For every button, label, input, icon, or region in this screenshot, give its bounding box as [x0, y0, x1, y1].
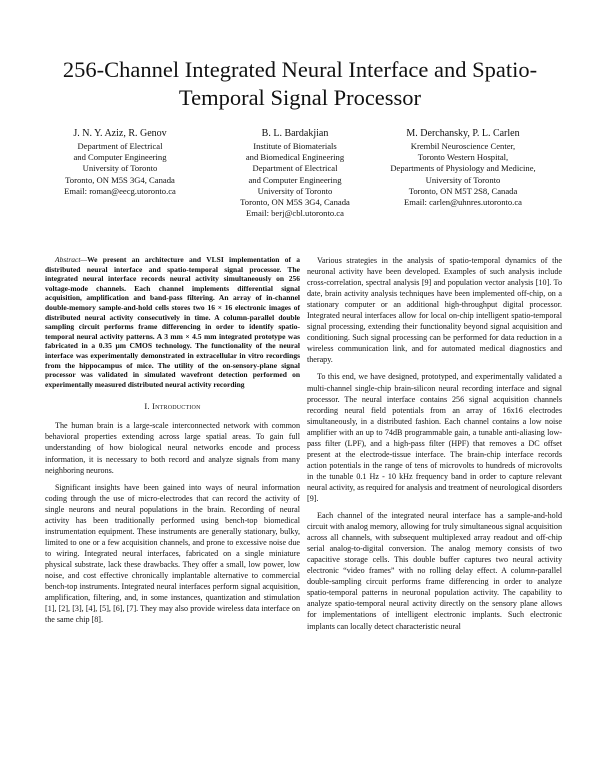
affiliation-line: University of Toronto: [257, 185, 333, 196]
paper-title: 256-Channel Integrated Neural Interface and Spatio-Temporal Signal Processor: [62, 57, 538, 110]
body-paragraph: Each channel of the integrated neural interface has a sample-and-hold circuit with analog memory, allowing for truly simultaneous signal acquisition across all channels, with subsequent multiplexed array readout and off-chip serial analog-to-digital conversion. The analog memory consists of two capacitive storage cells. This double buffer captures two neural activity electronic “video frames” with no rolling delay effect. A column-parallel double-sampling circuit performs frame differencing in order to analyze spatio-temporal patterns in neuronal population activity. The capability to analyze spatio-temporal neural activity directly on the sensory plane allows for implementations of intelligent electronic implants. Such electronic implants can locally detect characteristic neural: [307, 511, 562, 631]
abstract-label: Abstract: [55, 255, 81, 264]
abstract: Abstract—We present an architecture and VLSI implementation of a distributed neural interface and spatio-temporal signal processor. The integrated neural interface records neural activity simultaneously on 256 voltage-mode channels. Each channel implements differential signal acquisition, amplification and band-pass filtering. An array of in-channel double-memory sample-and-hold cells stores two 16 × 16 electronic images of distributed neural activity consecutively in time. A column-parallel double sampling circuit performs frame differencing in order to identify spatio-temporal neural activity patterns. A 3 mm × 4.5 mm integrated prototype was fabricated in a 0.35 μm CMOS technology. The functionality of the neural interface was experimentally demonstrated in extracellular in vitro recordings from the hippocampus of mice. The utility of the on-sensory-plane signal processor was validated in simulated wavefront detection performed on experimentally measured distributed neural activity recording: [45, 255, 300, 389]
author-names: M. Derchansky, P. L. Carlen: [406, 128, 520, 139]
body-paragraph: Significant insights have been gained into ways of neural information coding through the use of micro-electrodes that can record the activity of single neurons and neural populations in the brain. Recording of neural activity has been traditionally performed using bench-top biomedical instrumentation equipment. These instruments are generally stationary, bulky, limited to one or a few acquisition channels, and prone to excessive noise due to wiring. Integrated neural interfaces, fabricated on a single miniature physical substrate, lack these drawbacks. They offer a small, low power, low noise, and cost effective chronically implantable alternative to commercial bench-top instruments. Integrated neural interfaces perform signal acquisition, amplification, filtering, and, in some instances, quantization and stimulation [1], [2], [3], [4], [5], [6], [7]. They may also provide wireless data interface on the same chip [8].: [45, 482, 300, 625]
author-email: Email: carlen@uhnres.utoronto.ca: [404, 197, 522, 208]
body-paragraph: To this end, we have designed, prototyped, and experimentally validated a multi-channel single-chip brain-silicon neural recording interface and signal processor. The neural interface contains 256 signal acquisition channels recording neural field potentials from an array of 16x16 electrodes simultaneously, in a distributed fashion. Each channel contains a low noise amplifier with an up to 74dB programmable gain, a tunable anti-aliasing low-pass filter (LPF), and a high-pass filter (HPF) that removes a DC offset present at the electrode-tissue interface. The brain-chip interface records action potentials in the range of tens of microvolts to hundreds of microvolts in the tunable 0.1 Hz - 10 kHz frequency band in order to capture relevant neural activity, as required for analysis and treatment of neurological disorders [9].: [307, 372, 562, 503]
author-email: Email: roman@eecg.utoronto.ca: [64, 185, 176, 196]
affiliation-line: and Computer Engineering: [248, 174, 342, 185]
affiliation-line: Institute of Biomaterials: [253, 141, 337, 151]
abstract-text: We present an architecture and VLSI implementation of a distributed neural interface and spatio-temporal signal processor. The integrated neural interface records neural activity simultaneously on 256 voltage-mode channels. Each channel implements differential signal acquisition, amplification and band-pass filtering. An array of in-channel double-memory sample-and-hold cells stores two 16 × 16 electronic images of distributed neural activity consecutively in time. A column-parallel double sampling circuit performs frame differencing in order to identify spatio-temporal neural activity patterns. A 3 mm × 4.5 mm integrated prototype was fabricated in a 0.35 μm CMOS technology. The functionality of the neural interface was experimentally demonstrated in extracellular in vitro recordings from the hippocampus of mice. The utility of the on-sensory-plane signal processor was validated in simulated wavefront detection performed on experimentally measured distributed neural activity recording: [45, 255, 300, 389]
affiliation-line: Toronto Western Hospital,: [417, 152, 509, 163]
affiliation-line: and Computer Engineering: [73, 152, 167, 163]
right-column: [307, 255, 562, 632]
affiliation-line: Departments of Physiology and Medicine,: [390, 163, 536, 174]
author-group-1: [30, 127, 210, 197]
body-paragraph: Various strategies in the analysis of spatio-temporal dynamics of the neuronal activity have been developed. Examples of such analysis include cross-correlation, spectral analysis [9] and population vector analysis [10]. To date, brain activity analysis techniques have been implemented off-chip, on a stationary computer or an additional high-throughput digital processor. Integrated neural interfaces allow for local on-chip intelligent spatio-temporal signal processing, extending their functionality beyond signal acquisition and conditioning. Such signal processing can be performed for data reduction in a wireless communication link, and for automated medical diagnostics and therapy.: [307, 256, 562, 365]
body-paragraph: The human brain is a large-scale interconnected network with common behavioral properties extending across large spatial areas. To gain full understanding of how biological neural networks encode and process information, it is necessary to both record and analyze signals from many neighboring neurons.: [45, 421, 300, 475]
section-number: I.: [144, 401, 150, 412]
author-group-3: [358, 127, 568, 208]
affiliation-line: Toronto, ON M5S 3G4, Canada: [240, 197, 350, 208]
affiliation-line: Krembil Neuroscience Center,: [410, 141, 516, 151]
author-names: B. L. Bardakjian: [261, 128, 329, 139]
section-heading: [45, 401, 300, 412]
affiliation-line: Department of Electrical: [77, 141, 163, 151]
affiliation-line: and Biomedical Engineering: [245, 152, 345, 163]
left-column: [45, 255, 300, 625]
affiliation-line: Toronto, ON M5S 3G4, Canada: [65, 174, 175, 185]
author-names: J. N. Y. Aziz, R. Genov: [73, 128, 167, 139]
section-title: Introduction: [152, 401, 201, 412]
author-email: Email: berj@cbl.utoronto.ca: [246, 208, 344, 219]
affiliation-line: Department of Electrical: [252, 163, 338, 174]
affiliation-line: University of Toronto: [82, 163, 158, 174]
affiliation-line: Toronto, ON M5T 2S8, Canada: [408, 185, 518, 196]
affiliation-line: University of Toronto: [425, 174, 501, 185]
